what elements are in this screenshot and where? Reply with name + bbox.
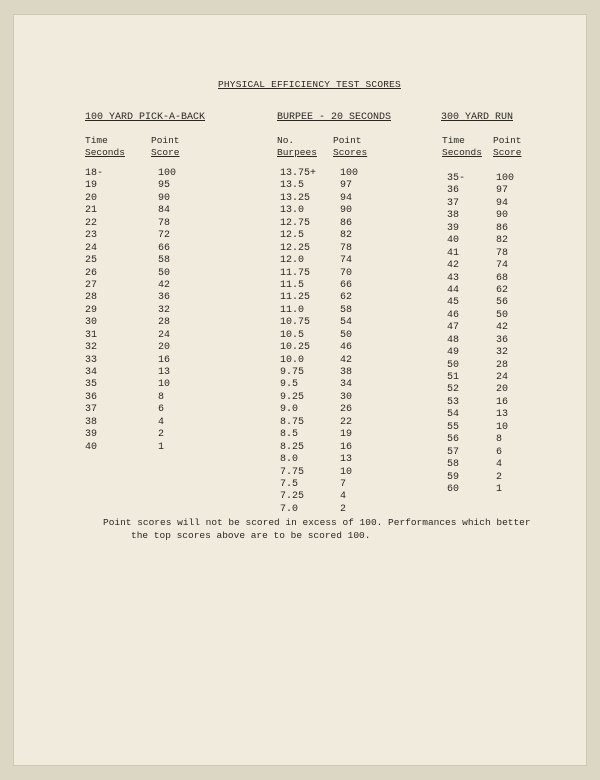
yard-run-score-cell: 36 (496, 334, 509, 346)
pick-a-back-score-cell: 4 (158, 416, 165, 428)
pick-a-back-score-cell: 100 (158, 168, 177, 179)
header-line: Point (151, 135, 180, 146)
burpee-count-cell: 10.75 (280, 317, 311, 329)
yard-run-time-cell: 56 (447, 434, 460, 446)
burpee-score-cell: 46 (340, 342, 353, 354)
yard-run-time-column (447, 173, 465, 496)
pick-a-back-score-cell: 2 (158, 429, 165, 441)
yard-run-score-cell: 10 (496, 421, 509, 433)
pick-a-back-score-cell: 13 (158, 367, 171, 378)
page-title: PHYSICAL EFFICIENCY TEST SCORES (218, 79, 401, 90)
burpee-score-cell: 42 (340, 354, 353, 366)
burpee-score-cell: 97 (340, 180, 353, 192)
yard-run-time-cell: 38 (447, 210, 460, 222)
yard-run-score-cell: 4 (496, 459, 503, 471)
yard-run-time-cell: 60 (447, 483, 460, 495)
pick-a-back-score-cell: 95 (158, 180, 171, 192)
yard-run-time-cell: 48 (447, 334, 460, 346)
burpee-score-cell: 54 (340, 317, 353, 329)
yard-run-score-cell: 6 (496, 446, 503, 458)
burpee-count-cell: 11.5 (280, 279, 305, 291)
yard-run-time-cell: 43 (447, 272, 460, 284)
yard-run-col2-header (493, 135, 522, 159)
scoring-note (103, 516, 531, 542)
pick-a-back-time-cell: 19 (85, 180, 98, 192)
pick-a-back-time-cell: 38 (85, 416, 98, 428)
yard-run-time-cell: 57 (447, 446, 460, 458)
header-line: Scores (333, 147, 368, 158)
pick-a-back-score-cell: 24 (158, 329, 171, 341)
pick-a-back-time-cell: 22 (85, 217, 98, 229)
pick-a-back-score-cell: 36 (158, 292, 171, 304)
yard-run-score-cell: 90 (496, 210, 509, 222)
burpee-score-cell: 62 (340, 292, 353, 304)
pick-a-back-score-cell: 20 (158, 342, 171, 354)
burpee-score-cell: 74 (340, 255, 353, 267)
scoring-note-line: Point scores will not be scored in excess of 100. Performances which better (103, 517, 531, 528)
burpee-score-cell: 50 (340, 329, 353, 341)
burpee-count-cell: 7.25 (280, 491, 305, 503)
burpee-count-cell: 9.75 (280, 367, 305, 378)
yard-run-time-cell: 46 (447, 309, 460, 321)
burpee-score-cell: 34 (340, 379, 353, 391)
header-line: No. (277, 135, 295, 146)
burpee-score-cell: 4 (340, 491, 347, 503)
pick-a-back-score-cell: 50 (158, 267, 171, 279)
pick-a-back-time-cell: 40 (85, 441, 98, 453)
burpee-score-cell: 70 (340, 267, 353, 279)
yard-run-score-cell: 24 (496, 372, 509, 383)
header-line: Time (85, 135, 108, 146)
burpee-count-cell: 13.25 (280, 192, 311, 204)
pick-a-back-score-cell: 28 (158, 317, 171, 329)
burpee-col1-header (277, 135, 317, 159)
scoring-note-line: the top scores above are to be scored 100. (131, 530, 371, 541)
yard-run-score-cell: 16 (496, 396, 509, 408)
yard-run-time-cell: 50 (447, 359, 460, 371)
burpee-score-cell: 66 (340, 279, 353, 291)
pick-a-back-score-cell: 78 (158, 217, 171, 229)
burpee-count-cell: 13.0 (280, 205, 305, 217)
yard-run-score-cell: 62 (496, 284, 509, 296)
burpee-count-cell: 10.25 (280, 342, 311, 354)
yard-run-score-cell: 20 (496, 384, 509, 396)
burpee-count-cell: 9.5 (280, 379, 299, 391)
yard-run-score-cell: 94 (496, 197, 509, 209)
yard-run-col1-header (442, 135, 482, 159)
pick-a-back-score-cell: 32 (158, 304, 171, 316)
burpee-count-column (280, 168, 316, 516)
yard-run-time-cell: 42 (447, 260, 460, 272)
yard-run-score-cell: 74 (496, 260, 509, 272)
yard-run-score-cell: 50 (496, 309, 509, 321)
yard-run-score-cell: 13 (496, 409, 509, 421)
yard-run-time-cell: 37 (447, 197, 460, 209)
burpee-count-cell: 7.0 (280, 503, 299, 515)
yard-run-score-cell: 32 (496, 347, 509, 359)
yard-run-score-cell: 28 (496, 359, 509, 371)
yard-run-score-cell: 2 (496, 471, 503, 483)
burpee-count-cell: 8.5 (280, 429, 299, 441)
burpee-score-cell: 10 (340, 466, 353, 478)
yard-run-time-cell: 44 (447, 284, 460, 296)
pick-a-back-time-cell: 36 (85, 391, 98, 403)
pick-a-back-score-cell: 58 (158, 255, 171, 267)
pick-a-back-score-cell: 42 (158, 279, 171, 291)
pick-a-back-time-cell: 28 (85, 292, 98, 304)
burpee-count-cell: 13.75+ (280, 168, 317, 179)
pick-a-back-score-cell: 84 (158, 205, 171, 217)
burpee-count-cell: 12.75 (280, 217, 311, 229)
section-heading-yard-run: 300 YARD RUN (441, 112, 514, 123)
yard-run-time-cell: 40 (447, 235, 460, 247)
yard-run-time-cell: 53 (447, 396, 460, 408)
pick-a-back-score-cell: 72 (158, 230, 171, 242)
yard-run-score-cell: 56 (496, 297, 509, 309)
burpee-count-cell: 8.75 (280, 416, 305, 428)
burpee-count-cell: 11.25 (280, 292, 311, 304)
burpee-score-cell: 26 (340, 404, 353, 416)
burpee-score-cell: 2 (340, 503, 347, 515)
yard-run-score-cell: 100 (496, 173, 515, 184)
yard-run-score-cell: 42 (496, 322, 509, 334)
yard-run-time-cell: 47 (447, 322, 460, 334)
pick-a-back-time-cell: 26 (85, 267, 98, 279)
pick-a-back-time-cell: 34 (85, 367, 98, 378)
pick-a-back-col2-header (151, 135, 180, 159)
pick-a-back-score-cell: 90 (158, 192, 171, 204)
yard-run-score-cell: 82 (496, 235, 509, 247)
burpee-score-column (340, 168, 358, 516)
burpee-count-cell: 8.25 (280, 441, 305, 453)
header-line: Burpees (277, 147, 317, 158)
pick-a-back-time-cell: 29 (85, 304, 98, 316)
burpee-col2-header (333, 135, 367, 159)
pick-a-back-time-cell: 27 (85, 279, 98, 291)
burpee-count-cell: 10.0 (280, 354, 305, 366)
burpee-count-cell: 9.0 (280, 404, 299, 416)
burpee-score-cell: 90 (340, 205, 353, 217)
yard-run-score-cell: 1 (496, 483, 503, 495)
pick-a-back-time-cell: 39 (85, 429, 98, 441)
burpee-count-cell: 13.5 (280, 180, 305, 192)
burpee-count-cell: 11.75 (280, 267, 311, 279)
yard-run-time-cell: 55 (447, 421, 460, 433)
pick-a-back-time-cell: 32 (85, 342, 98, 354)
pick-a-back-time-cell: 25 (85, 255, 98, 267)
burpee-score-cell: 13 (340, 454, 353, 466)
yard-run-time-cell: 41 (447, 247, 460, 259)
pick-a-back-time-cell: 18- (85, 168, 104, 179)
burpee-score-cell: 7 (340, 478, 347, 490)
yard-run-time-cell: 52 (447, 384, 460, 396)
header-line: Score (493, 147, 522, 158)
yard-run-time-cell: 51 (447, 372, 460, 383)
pick-a-back-time-cell: 30 (85, 317, 98, 329)
header-line: Point (493, 135, 522, 146)
burpee-score-cell: 38 (340, 367, 353, 378)
pick-a-back-time-cell: 21 (85, 205, 98, 217)
yard-run-score-cell: 68 (496, 272, 509, 284)
yard-run-score-cell: 86 (496, 222, 509, 234)
pick-a-back-time-cell: 37 (85, 404, 98, 416)
yard-run-time-cell: 35- (447, 173, 466, 184)
pick-a-back-col1-header (85, 135, 125, 159)
pick-a-back-score-cell: 10 (158, 379, 171, 391)
pick-a-back-time-cell: 20 (85, 192, 98, 204)
yard-run-time-cell: 58 (447, 459, 460, 471)
section-heading-pick-a-back: 100 YARD PICK-A-BACK (85, 112, 206, 123)
burpee-count-cell: 10.5 (280, 329, 305, 341)
yard-run-time-cell: 59 (447, 471, 460, 483)
pick-a-back-score-cell: 66 (158, 242, 171, 254)
header-line: Time (442, 135, 465, 146)
yard-run-time-cell: 36 (447, 185, 460, 197)
pick-a-back-time-column (85, 168, 103, 454)
yard-run-time-cell: 54 (447, 409, 460, 421)
burpee-score-cell: 82 (340, 230, 353, 242)
burpee-score-cell: 19 (340, 429, 353, 441)
yard-run-time-cell: 49 (447, 347, 460, 359)
yard-run-score-cell: 8 (496, 434, 503, 446)
pick-a-back-time-cell: 23 (85, 230, 98, 242)
pick-a-back-score-cell: 1 (158, 441, 165, 453)
burpee-score-cell: 22 (340, 416, 353, 428)
pick-a-back-score-column (158, 168, 176, 454)
burpee-score-cell: 100 (340, 168, 359, 179)
burpee-count-cell: 7.5 (280, 478, 299, 490)
burpee-count-cell: 8.0 (280, 454, 299, 466)
burpee-score-cell: 58 (340, 304, 353, 316)
burpee-score-cell: 86 (340, 217, 353, 229)
pick-a-back-score-cell: 16 (158, 354, 171, 366)
yard-run-score-column (496, 173, 514, 496)
burpee-score-cell: 94 (340, 192, 353, 204)
pick-a-back-time-cell: 24 (85, 242, 98, 254)
header-line: Point (333, 135, 362, 146)
burpee-score-cell: 78 (340, 242, 353, 254)
yard-run-time-cell: 45 (447, 297, 460, 309)
pick-a-back-score-cell: 6 (158, 404, 165, 416)
burpee-score-cell: 30 (340, 391, 353, 403)
burpee-count-cell: 12.25 (280, 242, 311, 254)
yard-run-time-cell: 39 (447, 222, 460, 234)
yard-run-score-cell: 78 (496, 247, 509, 259)
burpee-count-cell: 12.5 (280, 230, 305, 242)
yard-run-score-cell: 97 (496, 185, 509, 197)
pick-a-back-time-cell: 33 (85, 354, 98, 366)
header-line: Seconds (442, 147, 482, 158)
pick-a-back-score-cell: 8 (158, 391, 165, 403)
header-line: Score (151, 147, 180, 158)
section-heading-burpee: BURPEE - 20 SECONDS (277, 112, 392, 123)
header-line: Seconds (85, 147, 125, 158)
pick-a-back-time-cell: 31 (85, 329, 98, 341)
burpee-count-cell: 12.0 (280, 255, 305, 267)
pick-a-back-time-cell: 35 (85, 379, 98, 391)
burpee-score-cell: 16 (340, 441, 353, 453)
burpee-count-cell: 9.25 (280, 391, 305, 403)
burpee-count-cell: 7.75 (280, 466, 305, 478)
burpee-count-cell: 11.0 (280, 304, 305, 316)
